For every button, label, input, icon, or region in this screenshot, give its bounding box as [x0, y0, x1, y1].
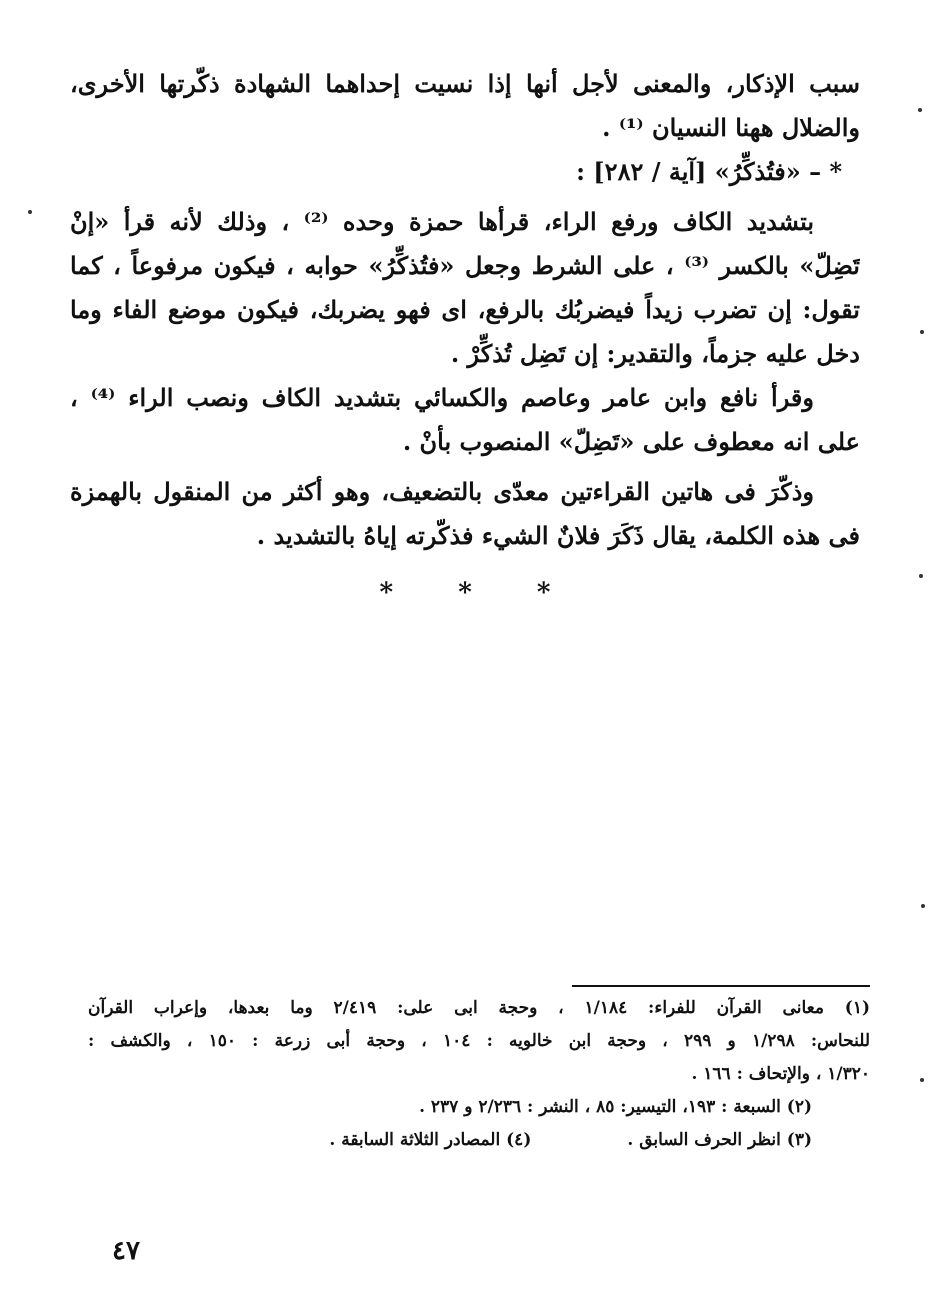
text-line: بتشديد الكاف ورفع الراء، قرأها حمزة وحده ⁽²⁾ ، وذلك لأنه قرأ «إنْ	[70, 207, 814, 236]
section-separator: * * *	[379, 578, 579, 608]
text-line: سبب الإذكار، والمعنى لأجل أنها إذا نسيت إحداهما الشهادة ذكّرتها الأخرى،	[70, 69, 860, 98]
footnote-line: ١/٣٢٠ ، والإتحاف : ١٦٦ .	[691, 1064, 870, 1084]
text-line: وذكّرَ فى هاتين القراءتين معدّى بالتضعيف، وهو أكثر من المنقول بالهمزة	[70, 477, 814, 506]
footnote-divider	[572, 985, 870, 987]
footnote-line: للنحاس: ١/٢٩٨ و ٢٩٩ ، وحجة ابن خالويه : ١٠٤ ، وحجة أبى زرعة : ١٥٠ ، والكشف :	[88, 1031, 870, 1051]
scan-speck	[918, 108, 922, 112]
verse-heading: * – «فتُذكِّرُ» [آية / ٢٨٢] :	[576, 157, 842, 186]
scan-speck	[920, 330, 924, 334]
footnote-line: (١) معانى القرآن للفراء: ١/١٨٤ ، وحجة ابى على: ٢/٤١٩ وما بعدها، وإعراب القرآن	[88, 998, 870, 1018]
text-line: والضلال ههنا النسيان ⁽¹⁾ .	[602, 113, 860, 142]
text-line: وقرأ نافع وابن عامر وعاصم والكسائي بتشديد الكاف ونصب الراء ⁽⁴⁾ ،	[70, 383, 814, 412]
main-text	[70, 62, 860, 608]
text-line: تَضِلّ» بالكسر ⁽³⁾ ، على الشرط وجعل «فتُذكِّرُ» حوابه ، فيكون مرفوعاً ، كما	[70, 251, 860, 280]
page-number: ٤٧	[112, 1236, 140, 1266]
text-line: فى هذه الكلمة، يقال ذَكَرَ فلانٌ الشيء فذكّرته إياهُ بالتشديد .	[256, 521, 860, 550]
footnote-line: (٢) السبعة : ١٩٣، التيسير: ٨٥ ، النشر : ٢/٢٣٦ و ٢٣٧ .	[419, 1097, 812, 1117]
footnote-4: (٤) المصادر الثلاثة السابقة .	[329, 1130, 532, 1150]
scan-speck	[919, 574, 923, 578]
footnote-3: (٣) انظر الحرف السابق .	[627, 1130, 812, 1150]
scan-speck	[920, 1078, 924, 1082]
footnote-pair	[88, 1124, 870, 1157]
text-line: تقول: إن تضرب زيداً فيضربُك بالرفع، اى فهو يضربك، فيكون موضع الفاء وما	[70, 295, 860, 324]
text-line: دخل عليه جزماً، والتقدير: إن تَضِل تُذكِّرْ .	[450, 339, 860, 368]
footnotes	[88, 992, 870, 1157]
scan-speck	[921, 904, 925, 908]
text-line: على انه معطوف على «تَضِلّ» المنصوب بأنْ .	[402, 427, 860, 456]
scan-speck	[28, 210, 32, 214]
